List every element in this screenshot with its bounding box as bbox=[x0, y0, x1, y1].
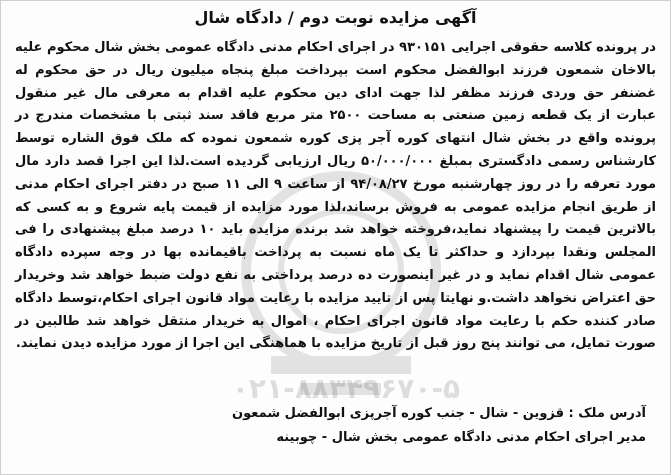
property-address: آدرس ملک : قزوین - شال - جنب کوره آجرپزی ابوالفضل شمعون bbox=[232, 406, 646, 421]
watermark-phone-number: ۰۲۱-۸۸۳۴۹۶۷۰-۵ bbox=[231, 372, 461, 405]
notice-body: در پرونده کلاسه حقوقی اجرایی ۹۳۰۱۵۱ در اجرای احکام مدنی دادگاه عمومی بخش شال محکوم علیه بالاخان شمعون فرزند ابوالفضل محکوم است بپرداخت مبلغ پنجاه میلیون ریال در حق محکوم له غضنفر حق وردی فرزند مظفر لذا جهت ادای دین محکوم علیه اقدام به معرفی مال غیر منقول عبارت از یک قطعه زمین صنعتی به مساحت ۲۵۰۰ متر مربع فاقد سند ثبتی با مشخصات مندرج در پرونده واقع در بخش شال انتهای کوره آجر پزی کوره شمعون نموده که ملک فوق الشاره توسط کارشناس رسمی دادگستری بمبلغ ۵۰/۰۰۰/۰۰۰ ریال ارزیابی گردیده است.لذا این اجرا قصد دارد مال مورد تعرفه را در روز چهارشنبه مورخ ۹۴/۰۸/۲۷ از ساعت ۹ الی ۱۱ صبح در دفتر اجرای احکام مدنی از طریق انجام مزایده عمومی به فروش برساند،لذا مورد مزایده از قیمت پایه شروع و به کسی که بالاترین قیمت را پیشنهاد نماید،فروخته خواهد شد برنده مزایده باید ۱۰ درصد مبلغ پیشنهادی را فی المجلس ونقدا بپردازد و حداکثر تا یک ماه نسبت به پرداخت باقیمانده بها در وجه سپرده دادگاه عمومی شال اقدام نماید و در غیر اینصورت ده درصد پرداختی به نفع دولت ضبط خواهد شد وخریدار حق اعتراض نخواهد داشت.و نهایتا پس از تایید مزایده با رعایت مواد قانون اجرای احکام،توسط دادگاه صادر کننده حکم با رعایت مواد قانون اجرای احکام ، اموال به خریدار منتقل خواهد شد طالبین در صورت تمایل، می توانند پنج روز قبل از تاریخ مزایده با هماهنگی این اجرا از مورد مزایده دیدن نمایند. bbox=[15, 40, 656, 352]
notice-signer: مدیر اجرای احکام مدنی دادگاه عمومی بخش شال - چوبینه bbox=[276, 430, 646, 445]
notice-title: آگهی مزایده نوبت دوم / دادگاه شال bbox=[194, 8, 477, 27]
